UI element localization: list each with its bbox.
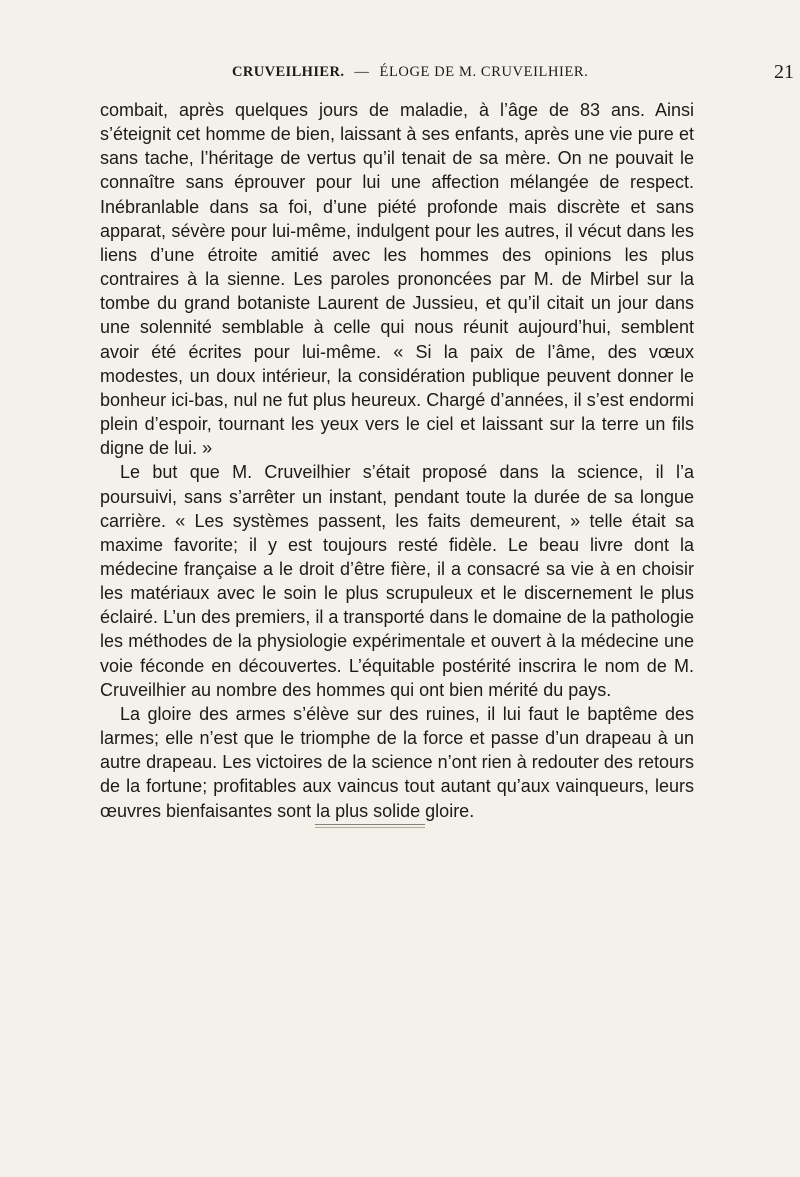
paragraph: La gloire des armes s’élève sur des ruines, il lui faut le baptême des larmes; elle n’est que le triomphe de la force et passe d’un drapeau à un autre drapeau. Les victoires de la science n’ont rien à redouter des retours de la fortune; profitables aux vaincus tout autant qu’aux vainqueurs, leurs œuvres bienfaisantes sont la plus solide gloire. [100,703,694,821]
page-number: 21 [774,61,794,83]
body-text [100,98,694,823]
running-header [232,61,794,84]
header-title: ÉLOGE DE M. CRUVEILHIER. [379,64,589,80]
paragraph: Le but que M. Cruveilhier s’était proposé dans la science, il l’a poursuivi, sans s’arrêter un instant, pendant toute la durée de sa longue carrière. « Les systèmes passent, les faits demeurent, » telle était sa maxime favorite; il y est toujours resté fidèle. Le beau livre dont la médecine française a le droit d’être fière, il a consacré sa vie à en choisir les matériaux avec le soin le plus scrupuleux et le discernement le plus éclairé. L’un des premiers, il a transporté dans le domaine de la pathologie les méthodes de la physiologie expérimentale et ouvert à la médecine une voie féconde en découvertes. L’équitable postérité inscrira le nom de M. Cruveilhier au nombre des hommes qui ont bien mérité du pays. [100,462,694,700]
header-dash: — [354,64,370,80]
end-rule [315,824,425,825]
end-rule-secondary [315,827,425,828]
header-running-name: CRUVEILHIER. [232,64,345,80]
paragraph: combait, après quelques jours de maladie, à l’âge de 83 ans. Ainsi s’éteignit cet homme de bien, laissant à ses enfants, après une vie pure et sans tache, l’héritage de vertus qu’il tenait de sa mère. On ne pouvait le connaître sans éprouver pour lui une affection mélangée de respect. Inébranlable dans sa foi, d’une piété profonde mais discrète et sans apparat, sévère pour lui-même, indulgent pour les autres, il vécut dans les liens d’une étroite amitié avec les hommes des opinions les plus contraires à la sienne. Les paroles prononcées par M. de Mirbel sur la tombe du grand botaniste Laurent de Jussieu, et qu’il citait un jour dans une solennité semblable à celle qui nous réunit aujourd’hui, semblent avoir été écrites pour lui-même. « Si la paix de l’âme, des vœux modestes, un doux intérieur, la considération publique peuvent donner le bonheur ici-bas, nul ne fut plus heureux. Chargé d’années, il s’est endormi plein d’espoir, tournant les yeux vers le ciel et laissant sur la terre un fils digne de lui. » [100,100,694,459]
